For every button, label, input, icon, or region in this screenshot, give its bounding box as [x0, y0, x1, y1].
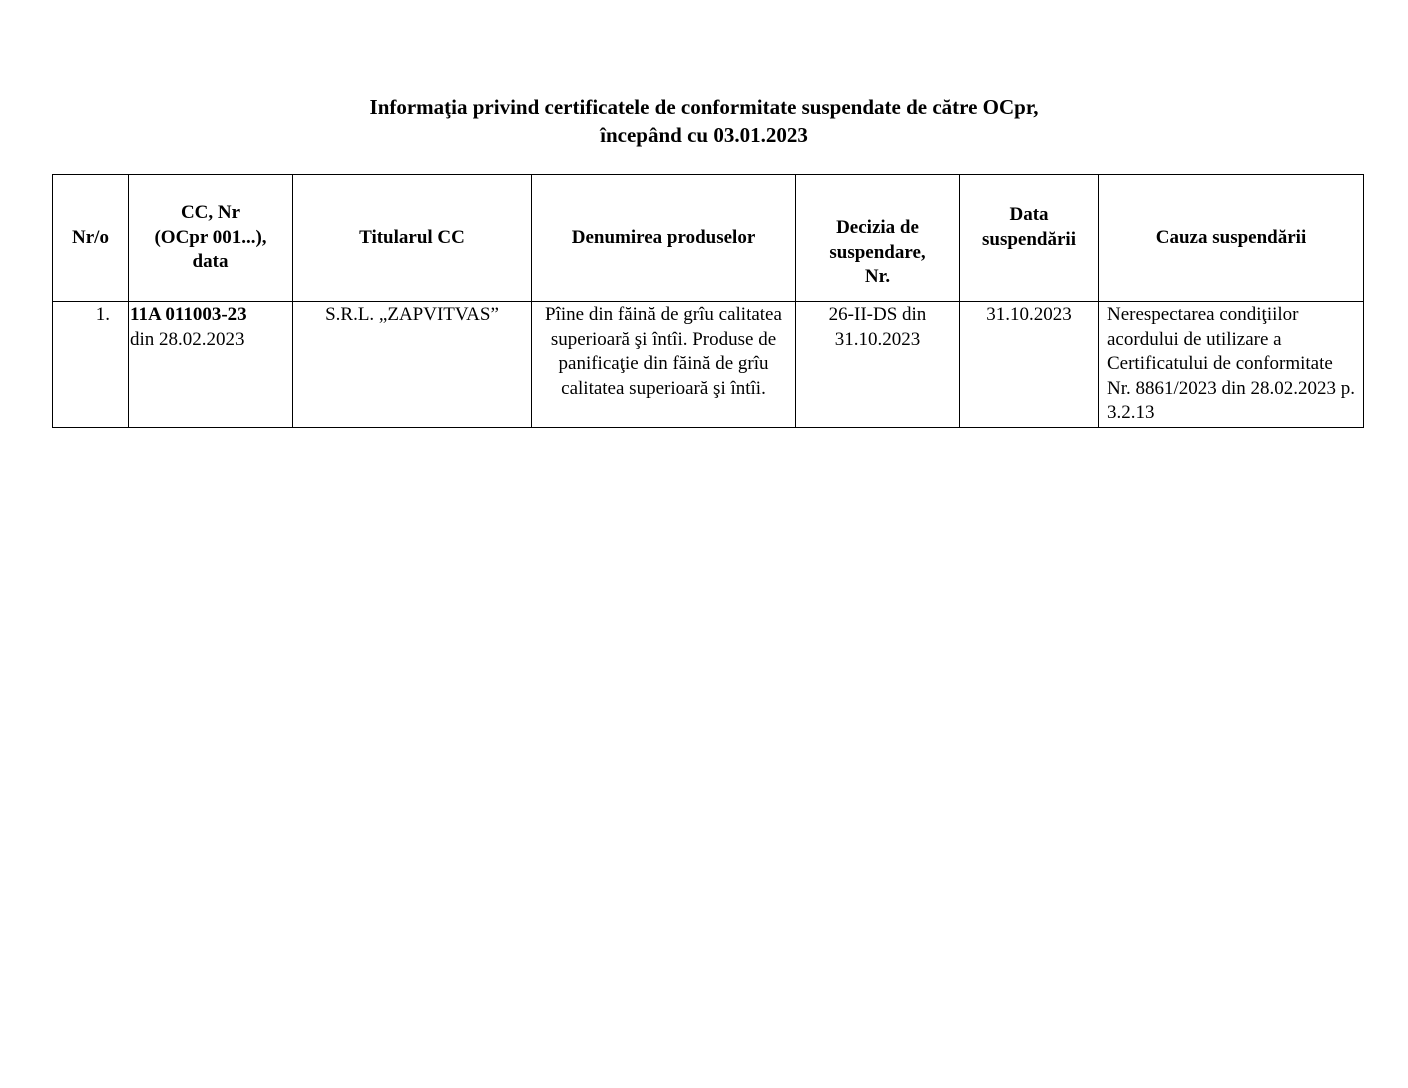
table-row: [53, 302, 1364, 428]
header-cc-line-2: (OCpr 001...),: [154, 226, 267, 248]
cell-decizia: 26-II-DS din 31.10.2023: [796, 302, 960, 428]
header-cc-line-1: CC, Nr: [180, 202, 241, 224]
header-data-line-1: Data: [1009, 204, 1049, 225]
header-decizia-line-1: Decizia de: [836, 217, 919, 239]
header-titular: [293, 175, 532, 302]
cc-date: din 28.02.2023: [130, 328, 245, 350]
cell-data: 31.10.2023: [960, 302, 1099, 428]
header-titular-label: Titularul CC: [359, 226, 465, 248]
header-produse-label: Denumirea produselor: [571, 226, 756, 248]
header-cc-line-3: data: [192, 251, 229, 273]
header-data-line-2: suspendării: [982, 228, 1076, 250]
header-decizia-line-3: Nr.: [864, 266, 891, 288]
suspended-certificates-table: [52, 174, 1364, 428]
cell-produse: Pîine din făină de grîu calitatea superioară şi întîi. Produse de panificaţie din făină de grîu calitatea superioară şi întîi.: [532, 302, 796, 428]
header-cc: [129, 175, 293, 302]
header-data: [960, 175, 1099, 302]
header-decizia-line-2: suspendare,: [829, 241, 926, 263]
header-produse: [532, 175, 796, 302]
cell-titular: S.R.L. „ZAPVITVAS”: [293, 302, 532, 428]
cell-cc: [129, 302, 293, 428]
header-cauza: [1099, 175, 1364, 302]
table-header-row: [53, 175, 1364, 302]
header-cauza-label: Cauza suspendării: [1155, 226, 1307, 248]
document-title-line-1: Informaţia privind certificatele de conformitate suspendate de către OCpr,: [369, 95, 1039, 119]
document-title-line-2: începând cu 03.01.2023: [600, 123, 808, 147]
cell-cauza: Nerespectarea condiţiilor acordului de utilizare a Certificatului de conformitate Nr. 8861/2023 din 28.02.2023 p. 3.2.13: [1099, 302, 1364, 428]
header-nr-label: Nr/o: [72, 226, 109, 248]
header-nr: [53, 175, 129, 302]
cc-number: 11A 011003-23: [130, 304, 247, 325]
header-decizia: [796, 175, 960, 302]
cell-nr: 1.: [53, 302, 129, 428]
document-title: [0, 93, 1408, 149]
